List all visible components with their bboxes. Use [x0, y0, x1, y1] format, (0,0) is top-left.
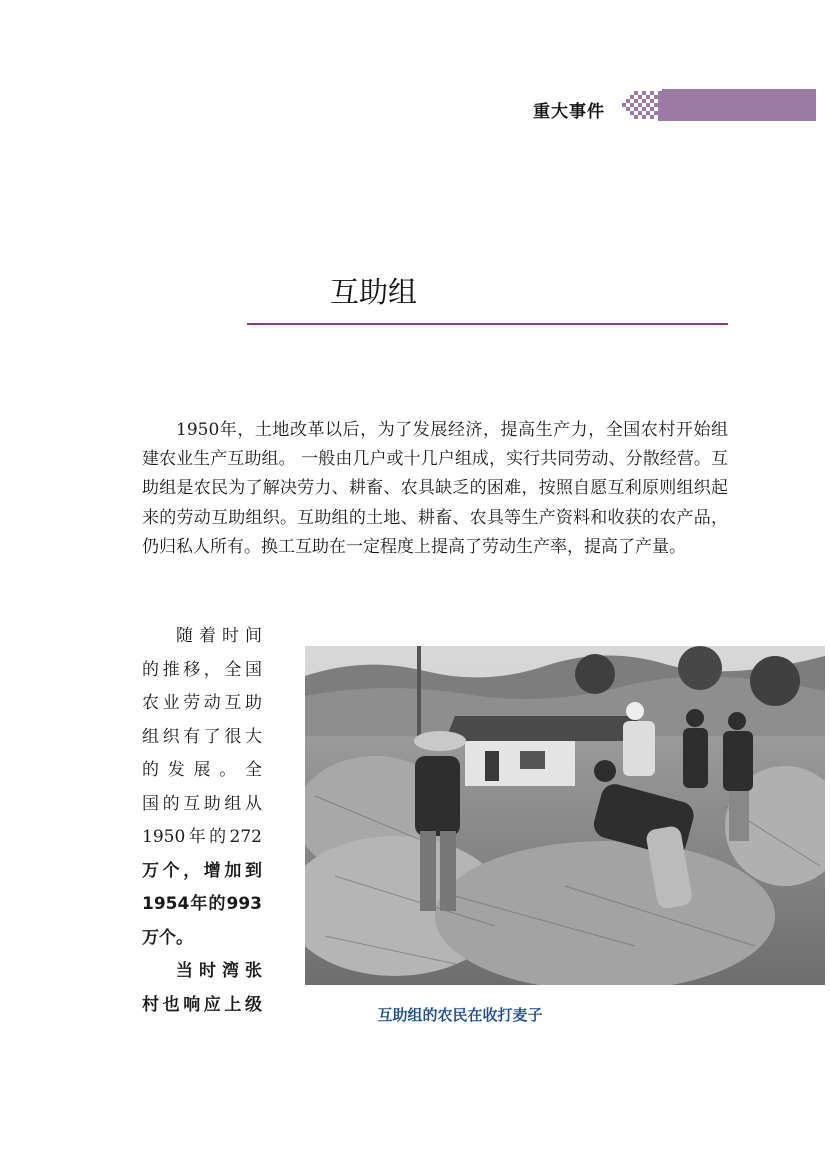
paragraph-text: 1950年，土地改革以后，为了发展经济，提高生产力，全国农村开始组建农业生产互助组。 一般由几户或十几户组成，实行共同劳动、分散经营。互助组是农民为了解决劳力、耕畜、农具缺乏的困难，按照自愿互利原则组织起来的劳动互助组织。互助组的土地、耕畜、农具等生产资料和收获的农产品，仍归私人所有。换工互助在一定程度上提高了劳动生产率，提高了产量。 [142, 420, 728, 557]
side-line-bold: 万个，增加到 [142, 860, 262, 881]
checker-pattern-icon [622, 91, 662, 121]
side-line: 农业劳动互助 [142, 693, 262, 713]
side-line: 的发展。全 [142, 760, 262, 780]
side-line: 1950年的272 [142, 827, 262, 847]
photo-farmers-threshing-wheat [305, 646, 825, 985]
side-line-bold: 1954年的993 [142, 894, 262, 914]
side-line: 组织有了很大 [142, 726, 262, 747]
photo-caption: 互助组的农民在收打麦子 [377, 1006, 543, 1024]
page-title: 互助组 [330, 275, 418, 309]
side-line: 国的互助组从 [142, 793, 262, 814]
side-line: 随着时间 [176, 626, 262, 646]
side-line: 的推移，全国 [142, 659, 262, 680]
title-divider [247, 323, 728, 325]
body-paragraph [142, 416, 728, 562]
section-label: 重大事件 [533, 102, 605, 122]
side-line-bold: 村也响应上级 [142, 994, 262, 1015]
side-text-column [142, 620, 262, 1022]
header-accent-bar [662, 89, 816, 121]
side-line-bold: 当时湾张 [176, 961, 262, 981]
side-line-bold: 万个。 [142, 927, 193, 948]
